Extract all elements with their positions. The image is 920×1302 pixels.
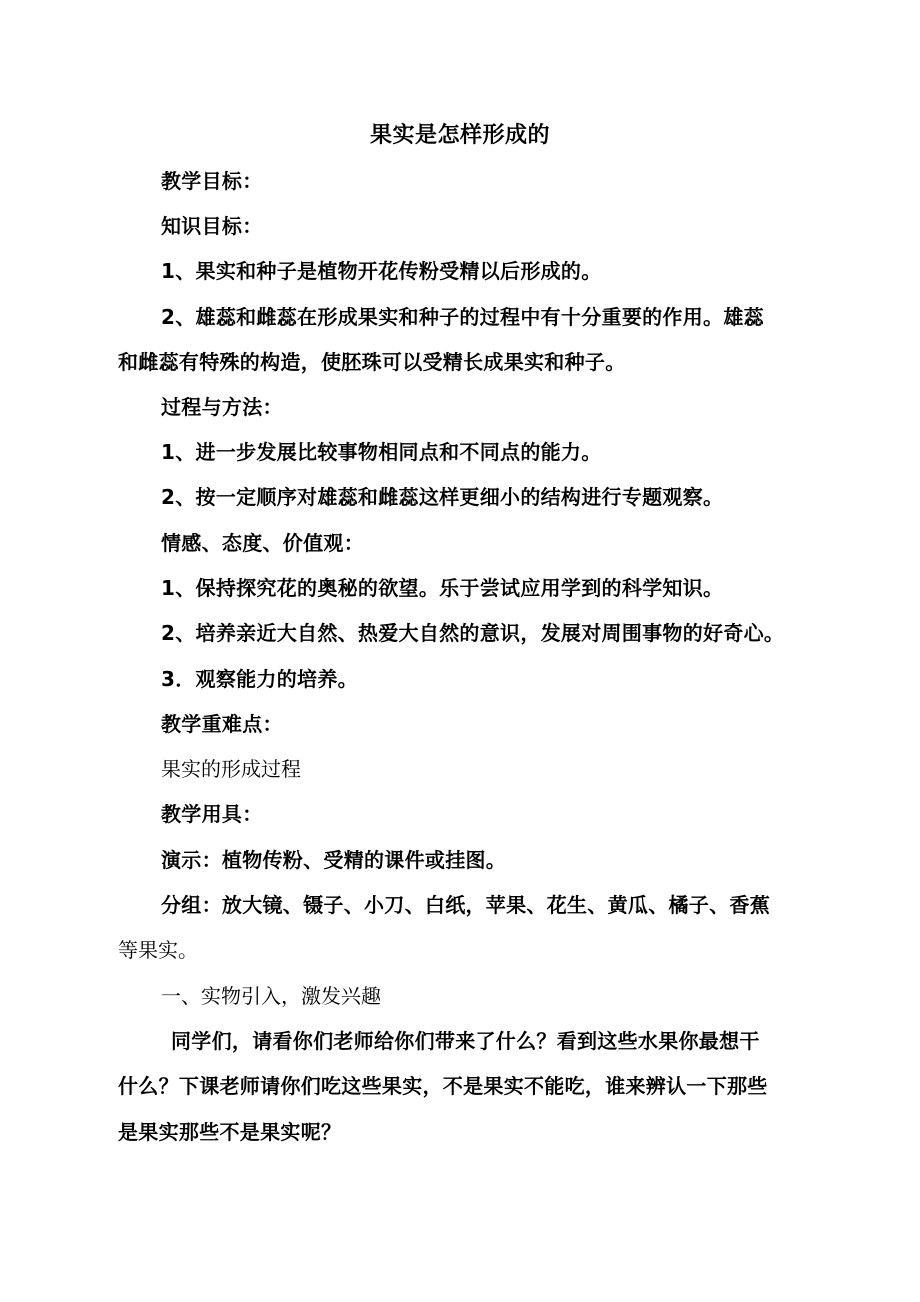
knowledge-goal-1: 1、果实和种子是植物开花传粉受精以后形成的。 bbox=[161, 259, 602, 283]
heading-teaching-tools: 教学用具： bbox=[161, 802, 263, 826]
section-1-paragraph-line-1: 同学们，请看你们老师给你们带来了什么？看到这些水果你最想干 bbox=[171, 1029, 760, 1053]
document-title: 果实是怎样形成的 bbox=[369, 123, 550, 148]
heading-knowledge-goals: 知识目标： bbox=[161, 214, 263, 238]
key-point-text: 果实的形成过程 bbox=[161, 757, 301, 781]
tools-demo: 演示：植物传粉、受精的课件或挂图。 bbox=[161, 848, 507, 872]
tools-group-line-1: 分组：放大镜、镊子、小刀、白纸，苹果、花生、黄瓜、橘子、香蕉 bbox=[161, 893, 770, 917]
section-1-paragraph-line-3: 是果实那些不是果实呢？ bbox=[118, 1120, 342, 1144]
heading-process-method: 过程与方法： bbox=[161, 395, 283, 419]
section-1-heading: 一、实物引入，激发兴趣 bbox=[161, 984, 381, 1008]
tools-group-line-2: 等果实。 bbox=[118, 938, 198, 962]
heading-emotion-attitude: 情感、态度、价值观： bbox=[161, 531, 364, 555]
emotion-goal-1: 1、保持探究花的奥秘的欲望。乐于尝试应用学到的科学知识。 bbox=[161, 576, 724, 600]
heading-key-points: 教学重难点： bbox=[161, 712, 283, 736]
section-1-paragraph-line-2: 什么？下课老师请你们吃这些果实，不是果实不能吃，谁来辨认一下那些 bbox=[118, 1074, 768, 1098]
knowledge-goal-2-line-2: 和雌蕊有特殊的构造，使胚珠可以受精长成果实和种子。 bbox=[118, 350, 626, 374]
process-goal-1: 1、进一步发展比较事物相同点和不同点的能力。 bbox=[161, 440, 602, 464]
emotion-goal-3: 3．观察能力的培养。 bbox=[161, 667, 358, 691]
heading-teaching-goals: 教学目标： bbox=[161, 169, 263, 193]
knowledge-goal-2-line-1: 2、雄蕊和雌蕊在形成果实和种子的过程中有十分重要的作用。雄蕊 bbox=[161, 305, 764, 329]
emotion-goal-2: 2、培养亲近大自然、热爱大自然的意识，发展对周围事物的好奇心。 bbox=[161, 621, 785, 645]
process-goal-2: 2、按一定顺序对雄蕊和雌蕊这样更细小的结构进行专题观察。 bbox=[161, 485, 724, 509]
